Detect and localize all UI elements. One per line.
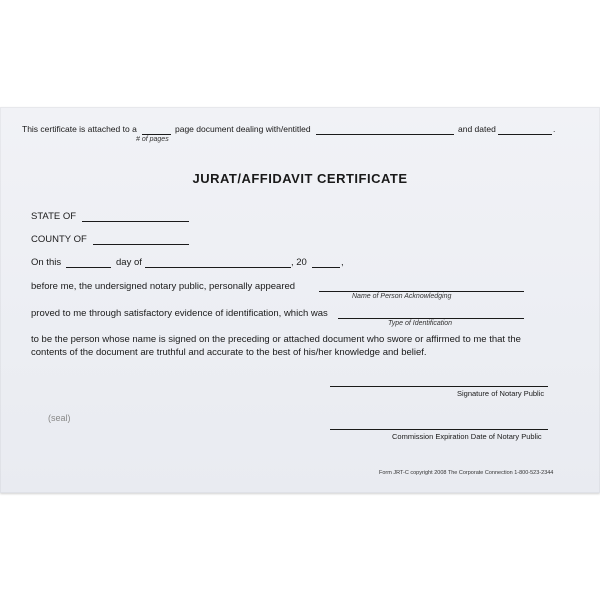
commission-line[interactable] — [330, 429, 548, 430]
dated-label: and dated — [458, 124, 496, 134]
year-blank[interactable] — [312, 267, 340, 268]
form-footer: Form JRT-C copyright 2008 The Corporate Connection 1-800-523-2344 — [379, 470, 554, 476]
paragraph-line-2: contents of the document are truthful and accurate to the best of his/her knowledge and belief. — [31, 347, 427, 358]
proved-text: proved to me through satisfactory evidence of identification, which was — [31, 308, 328, 319]
county-blank[interactable] — [93, 244, 189, 245]
notary-signature-line[interactable] — [330, 386, 548, 387]
dated-suffix: . — [553, 124, 556, 134]
attached-mid: page document dealing with/entitled — [175, 124, 311, 134]
id-hint: Type of Identification — [388, 320, 453, 327]
before-me-text: before me, the undersigned notary public, personally appeared — [31, 281, 296, 292]
day-blank[interactable] — [66, 267, 111, 268]
pages-hint: # of pages — [136, 136, 169, 143]
certificate-title: JURAT/AFFIDAVIT CERTIFICATE — [192, 171, 408, 186]
person-name-blank[interactable] — [319, 291, 524, 292]
state-label: STATE OF — [31, 211, 77, 222]
notary-signature-label: Signature of Notary Public — [457, 389, 545, 398]
dated-blank[interactable] — [498, 134, 552, 135]
day-of-label: day of — [116, 257, 142, 268]
entitled-blank[interactable] — [316, 134, 454, 135]
name-hint: Name of Person Acknowledging — [352, 293, 452, 300]
county-label: COUNTY OF — [31, 234, 87, 245]
certificate-card — [0, 107, 600, 493]
commission-label: Commission Expiration Date of Notary Public — [392, 432, 542, 441]
pages-blank[interactable] — [142, 134, 171, 135]
seal-label: (seal) — [48, 413, 71, 423]
id-type-blank[interactable] — [338, 318, 524, 319]
attached-prefix: This certificate is attached to a — [22, 124, 137, 134]
state-blank[interactable] — [82, 221, 189, 222]
year-suffix: , — [341, 257, 344, 268]
month-blank[interactable] — [145, 267, 291, 268]
on-this-label: On this — [31, 257, 62, 268]
paragraph-line-1: to be the person whose name is signed on the preceding or attached document who swore or affirmed to me that the — [31, 334, 521, 345]
year-prefix: , 20 — [291, 257, 307, 268]
